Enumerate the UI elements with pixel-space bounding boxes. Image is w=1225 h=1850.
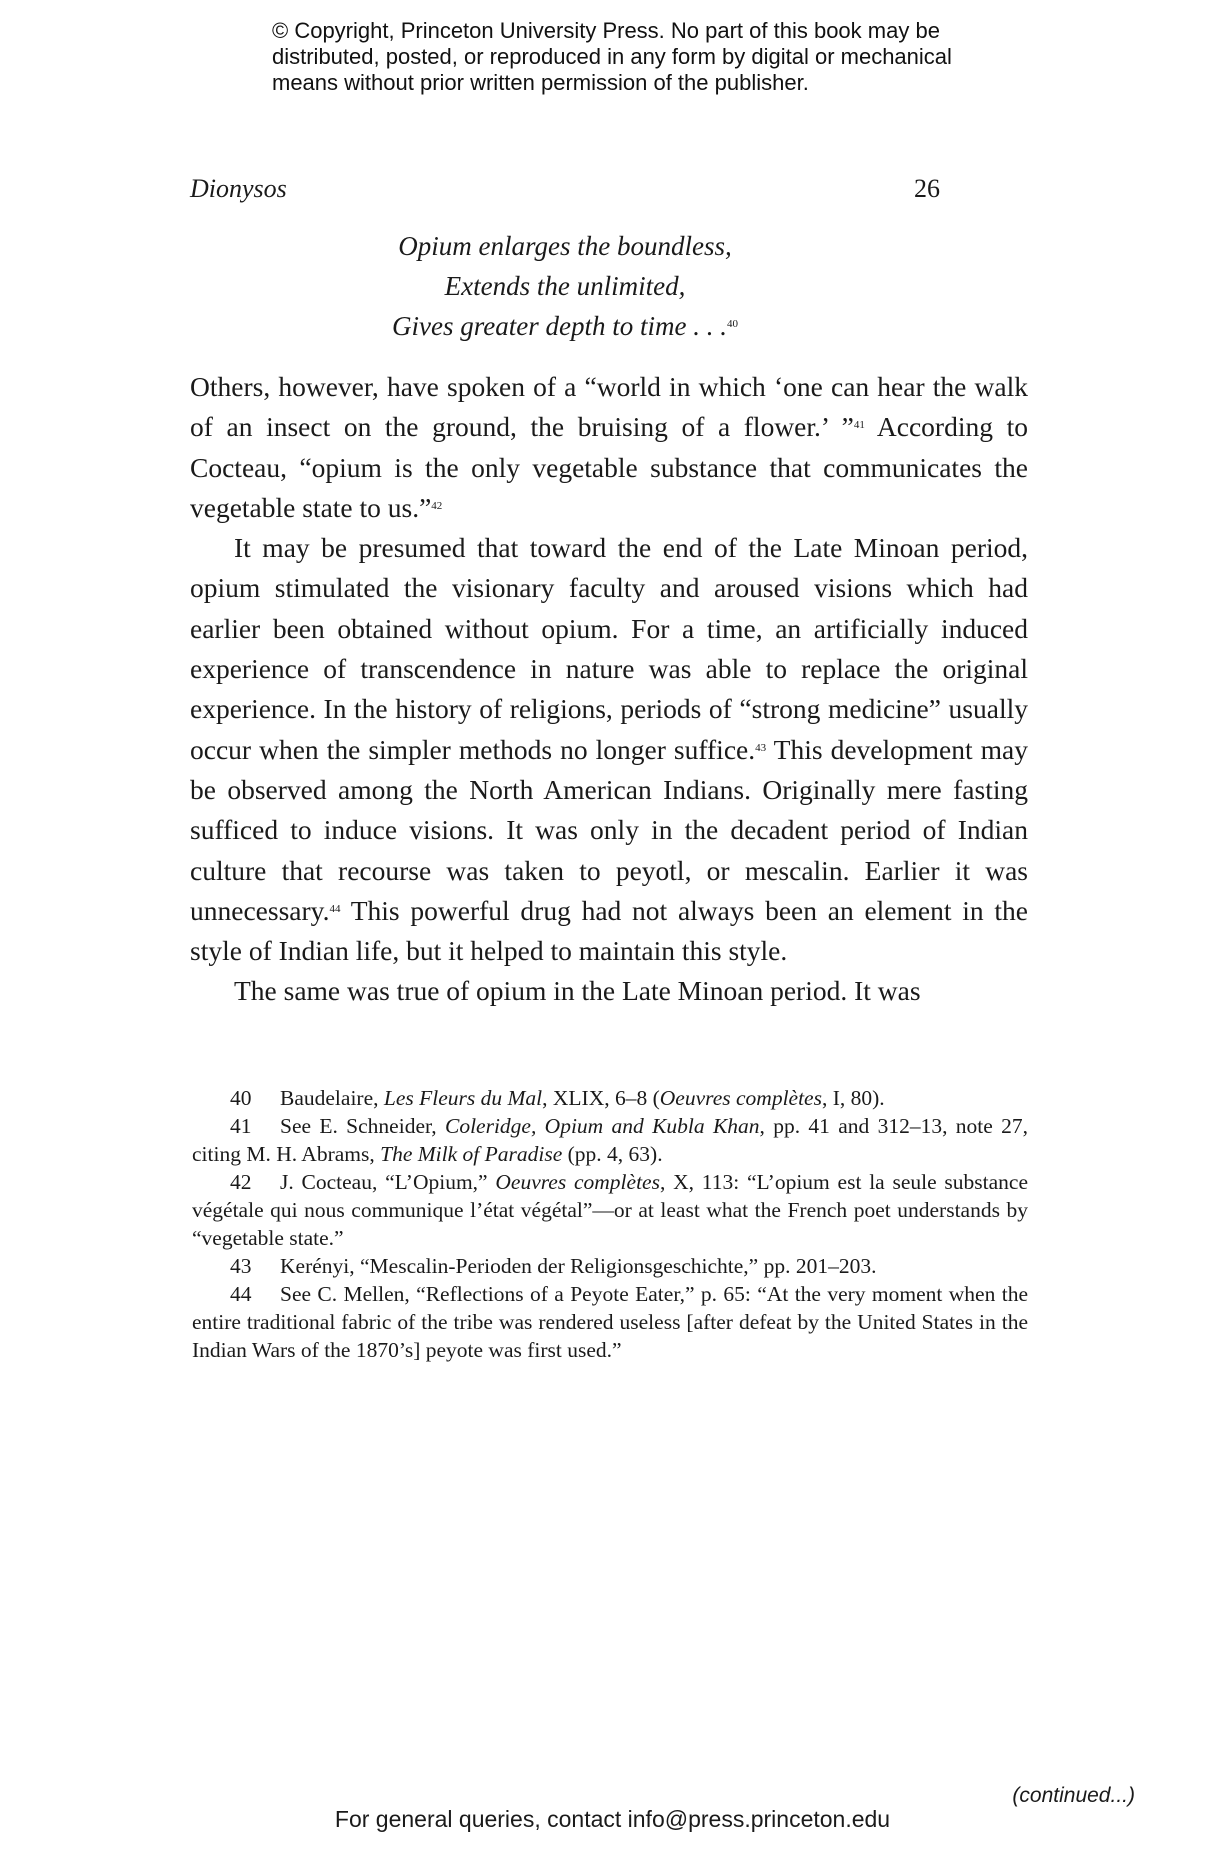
copyright-line: means without prior written permission of the publisher. — [272, 70, 809, 95]
footnote-number: 44 — [230, 1282, 252, 1306]
footnote — [192, 1252, 1028, 1280]
contact-footer: For general queries, contact info@press.princeton.edu — [334, 1806, 891, 1832]
running-head — [190, 174, 940, 206]
paragraph — [190, 367, 1028, 528]
paragraph-text: According to Cocteau, “opium is the only vegetable substance that communicates the vegetable state to us.” — [190, 411, 1028, 523]
footnote-ref: 41 — [853, 419, 865, 432]
verse-line-text: Gives greater depth to time . . . — [392, 311, 727, 341]
footnote-text: , X, 113: “L’opium est la seule substance végétale qui nous communique l’état végétal”—or at least what the French poet understands by “vegetable state.” — [192, 1170, 1029, 1250]
paragraph — [190, 528, 1028, 971]
footnote-text: , XLIX, 6–8 ( — [542, 1086, 660, 1110]
continued-note: (continued...) — [1012, 1784, 1135, 1807]
footnote — [192, 1084, 1028, 1112]
footnote-title: The Milk of Paradise — [380, 1142, 563, 1166]
footnote-text: , pp. 41 and 312–13, note 27, citing M. H. Abrams, — [192, 1114, 1028, 1166]
verse-line — [190, 306, 940, 346]
paragraph — [190, 971, 1028, 1011]
verse-line: Extends the unlimited, — [444, 271, 686, 301]
paragraph-text: It may be presumed that toward the end of the Late Minoan period, opium stimulated the visionary faculty and aroused visions which had earlier been obtained without opium. For a time, an artificially induced experience of transcendence in nature was able to replace the original experience. In the history of religions, periods of “strong medicine” usually occur when the simpler methods no longer suffice. — [190, 532, 1028, 765]
running-title: Dionysos — [190, 174, 287, 203]
footnote-text: Baudelaire, — [280, 1086, 384, 1110]
footnote-ref: 40 — [726, 318, 738, 330]
paragraph-text: This powerful drug had not always been an element in the style of Indian life, but it helped to maintain this style. — [190, 894, 1028, 967]
copyright-notice — [272, 18, 972, 96]
footnote-number: 40 — [230, 1086, 252, 1110]
footnote-text: (pp. 4, 63). — [562, 1142, 663, 1166]
footnote-ref: 42 — [431, 499, 443, 512]
body-text — [190, 367, 1028, 1012]
footnotes — [192, 1084, 1028, 1364]
footnote-text: J. Cocteau, “L’Opium,” — [280, 1170, 496, 1194]
footnote-number: 41 — [230, 1114, 252, 1138]
footnote-text: See C. Mellen, “Reflections of a Peyote Eater,” p. 65: “At the very moment when the entire traditional fabric of the tribe was rendered useless [after defeat by the United States in the Indian Wars of the 1870’s] peyote was first used.” — [192, 1282, 1028, 1362]
footnote-ref: 43 — [755, 741, 767, 754]
verse-quote — [190, 226, 940, 346]
footnote-number: 43 — [230, 1254, 252, 1278]
page-number: 26 — [914, 174, 940, 203]
footnote-text: Kerényi, “Mescalin-Perioden der Religionsgeschichte,” pp. 201–203. — [280, 1254, 877, 1278]
copyright-line: © Copyright, Princeton University Press. No part of this book may be — [272, 18, 940, 43]
footnote-ref: 44 — [329, 902, 341, 915]
copyright-line: distributed, posted, or reproduced in any form by digital or mechanical — [272, 44, 952, 69]
footnote-title: Oeuvres complètes — [495, 1170, 660, 1194]
paragraph-text: The same was true of opium in the Late Minoan period. It was — [234, 975, 921, 1007]
footnote-text: , I, 80). — [821, 1086, 885, 1110]
footnote-text: See E. Schneider, — [280, 1114, 445, 1138]
footnote-number: 42 — [230, 1170, 252, 1194]
footnote — [192, 1168, 1028, 1252]
verse-line: Opium enlarges the boundless, — [398, 231, 732, 261]
paragraph-text: Others, however, have spoken of a “world in which ‘one can hear the walk of an insect on the ground, the bruising of a flower.’ ” — [190, 371, 1028, 443]
footnote — [192, 1112, 1028, 1168]
footnote-title: Les Fleurs du Mal — [383, 1086, 543, 1110]
footnote-title: Coleridge, Opium and Kubla Khan — [444, 1114, 760, 1138]
footnote-title: Oeuvres complètes — [659, 1086, 822, 1110]
footnote — [192, 1280, 1028, 1364]
paragraph-text: This development may be observed among the North American Indians. Originally mere fasting sufficed to induce visions. It was only in the decadent period of Indian culture that recourse was taken to peyotl, or mescalin. Earlier it was unnecessary. — [190, 733, 1028, 926]
